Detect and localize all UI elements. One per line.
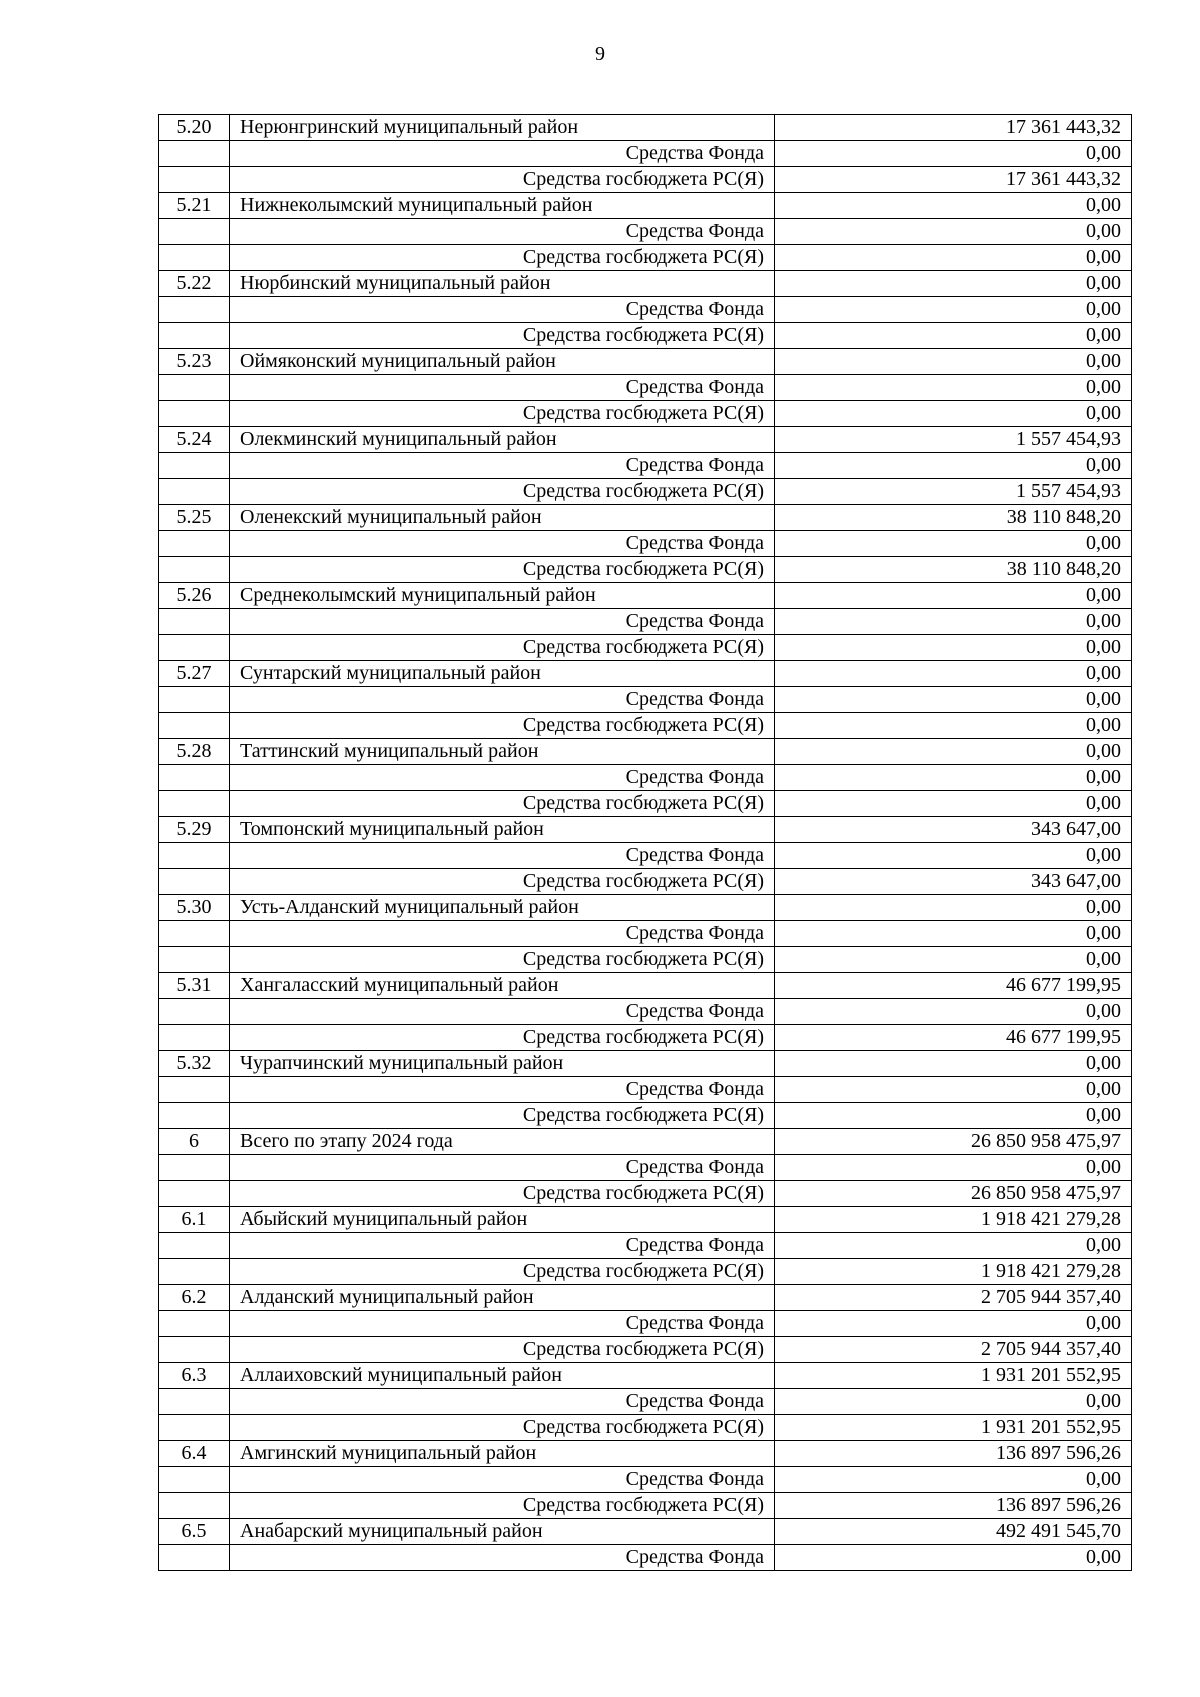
funding-source-label: Средства госбюджета РС(Я) [230, 323, 775, 349]
row-number [159, 713, 230, 739]
amount-value: 0,00 [775, 245, 1132, 271]
table-row-funding-source [159, 1493, 1132, 1519]
row-number: 6.5 [159, 1519, 230, 1545]
funding-source-label: Средства Фонда [230, 1389, 775, 1415]
row-number [159, 921, 230, 947]
funding-source-label: Средства госбюджета РС(Я) [230, 947, 775, 973]
funding-source-label: Средства госбюджета РС(Я) [230, 1025, 775, 1051]
table-row-funding-source [159, 1389, 1132, 1415]
table-row-funding-source [159, 401, 1132, 427]
district-name: Оленекский муниципальный район [230, 505, 775, 531]
table-row-funding-source [159, 531, 1132, 557]
table-row-district [159, 271, 1132, 297]
funding-source-label: Средства Фонда [230, 531, 775, 557]
amount-value: 0,00 [775, 765, 1132, 791]
amount-value: 0,00 [775, 1155, 1132, 1181]
table-row-funding-source [159, 1545, 1132, 1571]
table-row-funding-source [159, 765, 1132, 791]
district-name: Абыйский муниципальный район [230, 1207, 775, 1233]
table-row-funding-source [159, 1025, 1132, 1051]
amount-value: 0,00 [775, 739, 1132, 765]
row-number [159, 1025, 230, 1051]
table-row-funding-source [159, 921, 1132, 947]
amount-value: 38 110 848,20 [775, 505, 1132, 531]
row-number [159, 1467, 230, 1493]
table-row-funding-source [159, 609, 1132, 635]
funding-source-label: Средства госбюджета РС(Я) [230, 713, 775, 739]
funding-source-label: Средства Фонда [230, 219, 775, 245]
row-number: 5.28 [159, 739, 230, 765]
row-number [159, 1493, 230, 1519]
amount-value: 0,00 [775, 1077, 1132, 1103]
amount-value: 0,00 [775, 141, 1132, 167]
row-number: 6 [159, 1129, 230, 1155]
table-row-funding-source [159, 999, 1132, 1025]
row-number [159, 1259, 230, 1285]
amount-value: 38 110 848,20 [775, 557, 1132, 583]
row-number [159, 1311, 230, 1337]
row-number [159, 947, 230, 973]
amount-value: 1 931 201 552,95 [775, 1363, 1132, 1389]
table-row-district [159, 1441, 1132, 1467]
table-row-district [159, 817, 1132, 843]
funding-source-label: Средства Фонда [230, 765, 775, 791]
amount-value: 492 491 545,70 [775, 1519, 1132, 1545]
funding-source-label: Средства Фонда [230, 1155, 775, 1181]
funding-source-label: Средства Фонда [230, 297, 775, 323]
funding-source-label: Средства Фонда [230, 1311, 775, 1337]
table-row-funding-source [159, 1103, 1132, 1129]
funding-source-label: Средства госбюджета РС(Я) [230, 1493, 775, 1519]
funding-source-label: Средства госбюджета РС(Я) [230, 635, 775, 661]
amount-value: 0,00 [775, 1051, 1132, 1077]
funding-source-label: Средства Фонда [230, 1545, 775, 1571]
amount-value: 0,00 [775, 349, 1132, 375]
funding-source-label: Средства Фонда [230, 1467, 775, 1493]
row-number: 5.29 [159, 817, 230, 843]
table-row-funding-source [159, 167, 1132, 193]
row-number: 5.20 [159, 115, 230, 141]
amount-value: 46 677 199,95 [775, 1025, 1132, 1051]
row-number [159, 1181, 230, 1207]
district-name: Усть-Алданский муниципальный район [230, 895, 775, 921]
table-row-funding-source [159, 1415, 1132, 1441]
table-row-funding-source [159, 1077, 1132, 1103]
funding-source-label: Средства госбюджета РС(Я) [230, 1181, 775, 1207]
district-name: Анабарский муниципальный район [230, 1519, 775, 1545]
row-number: 5.26 [159, 583, 230, 609]
row-number: 5.24 [159, 427, 230, 453]
funding-source-label: Средства Фонда [230, 687, 775, 713]
amount-value: 2 705 944 357,40 [775, 1337, 1132, 1363]
row-number: 6.3 [159, 1363, 230, 1389]
amount-value: 26 850 958 475,97 [775, 1181, 1132, 1207]
amount-value: 0,00 [775, 297, 1132, 323]
table-row-funding-source [159, 1181, 1132, 1207]
amount-value: 26 850 958 475,97 [775, 1129, 1132, 1155]
amount-value: 0,00 [775, 375, 1132, 401]
row-number [159, 843, 230, 869]
funding-source-label: Средства Фонда [230, 843, 775, 869]
table-row-funding-source [159, 453, 1132, 479]
table-row-district [159, 427, 1132, 453]
row-number [159, 245, 230, 271]
row-number [159, 531, 230, 557]
district-name: Томпонский муниципальный район [230, 817, 775, 843]
row-number [159, 219, 230, 245]
table-row-district [159, 583, 1132, 609]
table-row-funding-source [159, 375, 1132, 401]
row-number [159, 609, 230, 635]
row-number [159, 1077, 230, 1103]
amount-value: 2 705 944 357,40 [775, 1285, 1132, 1311]
row-number [159, 1155, 230, 1181]
table-row-funding-source [159, 557, 1132, 583]
amount-value: 136 897 596,26 [775, 1441, 1132, 1467]
table-row-funding-source [159, 713, 1132, 739]
row-number [159, 375, 230, 401]
row-number: 6.2 [159, 1285, 230, 1311]
row-number [159, 297, 230, 323]
amount-value: 0,00 [775, 219, 1132, 245]
row-number [159, 765, 230, 791]
district-name: Аллаиховский муниципальный район [230, 1363, 775, 1389]
district-name: Нижнеколымский муниципальный район [230, 193, 775, 219]
row-number [159, 1103, 230, 1129]
table-row-funding-source [159, 245, 1132, 271]
amount-value: 17 361 443,32 [775, 167, 1132, 193]
district-name: Нюрбинский муниципальный район [230, 271, 775, 297]
amount-value: 0,00 [775, 895, 1132, 921]
funding-source-label: Средства госбюджета РС(Я) [230, 869, 775, 895]
table-row-funding-source [159, 141, 1132, 167]
district-name: Хангаласский муниципальный район [230, 973, 775, 999]
district-name: Чурапчинский муниципальный район [230, 1051, 775, 1077]
table-row-district [159, 1129, 1132, 1155]
district-name: Олекминский муниципальный район [230, 427, 775, 453]
row-number [159, 635, 230, 661]
row-number [159, 167, 230, 193]
amount-value: 46 677 199,95 [775, 973, 1132, 999]
district-name: Таттинский муниципальный район [230, 739, 775, 765]
amount-value: 0,00 [775, 583, 1132, 609]
row-number [159, 687, 230, 713]
amount-value: 0,00 [775, 401, 1132, 427]
budget-table [158, 114, 1132, 1571]
amount-value: 0,00 [775, 609, 1132, 635]
table-row-funding-source [159, 1311, 1132, 1337]
amount-value: 0,00 [775, 453, 1132, 479]
amount-value: 0,00 [775, 1545, 1132, 1571]
row-number [159, 999, 230, 1025]
table-row-funding-source [159, 1467, 1132, 1493]
row-number [159, 1233, 230, 1259]
funding-source-label: Средства госбюджета РС(Я) [230, 245, 775, 271]
table-row-funding-source [159, 1259, 1132, 1285]
amount-value: 0,00 [775, 921, 1132, 947]
funding-source-label: Средства госбюджета РС(Я) [230, 167, 775, 193]
table-row-funding-source [159, 1155, 1132, 1181]
row-number [159, 1389, 230, 1415]
amount-value: 0,00 [775, 843, 1132, 869]
amount-value: 1 557 454,93 [775, 427, 1132, 453]
budget-table-body [159, 115, 1132, 1571]
amount-value: 0,00 [775, 661, 1132, 687]
table-row-funding-source [159, 687, 1132, 713]
table-row-funding-source [159, 1337, 1132, 1363]
funding-source-label: Средства госбюджета РС(Я) [230, 401, 775, 427]
table-row-funding-source [159, 479, 1132, 505]
table-row-funding-source [159, 219, 1132, 245]
funding-source-label: Средства Фонда [230, 999, 775, 1025]
page-number: 9 [595, 43, 605, 65]
table-row-funding-source [159, 635, 1132, 661]
table-row-funding-source [159, 323, 1132, 349]
funding-source-label: Средства Фонда [230, 1233, 775, 1259]
row-number: 5.32 [159, 1051, 230, 1077]
funding-source-label: Средства Фонда [230, 609, 775, 635]
district-name: Среднеколымский муниципальный район [230, 583, 775, 609]
amount-value: 0,00 [775, 1311, 1132, 1337]
row-number: 5.21 [159, 193, 230, 219]
amount-value: 0,00 [775, 791, 1132, 817]
funding-source-label: Средства госбюджета РС(Я) [230, 1415, 775, 1441]
amount-value: 1 557 454,93 [775, 479, 1132, 505]
row-number [159, 401, 230, 427]
row-number [159, 1545, 230, 1571]
amount-value: 0,00 [775, 531, 1132, 557]
row-number: 6.4 [159, 1441, 230, 1467]
table-row-district [159, 193, 1132, 219]
amount-value: 1 931 201 552,95 [775, 1415, 1132, 1441]
district-name: Амгинский муниципальный район [230, 1441, 775, 1467]
row-number [159, 791, 230, 817]
table-row-funding-source [159, 297, 1132, 323]
table-row-district [159, 505, 1132, 531]
row-number: 5.25 [159, 505, 230, 531]
table-row-district [159, 739, 1132, 765]
amount-value: 1 918 421 279,28 [775, 1207, 1132, 1233]
table-row-district [159, 349, 1132, 375]
table-row-district [159, 1363, 1132, 1389]
table-row-district [159, 973, 1132, 999]
district-name: Всего по этапу 2024 года [230, 1129, 775, 1155]
row-number [159, 869, 230, 895]
row-number [159, 323, 230, 349]
table-row-district [159, 115, 1132, 141]
amount-value: 0,00 [775, 193, 1132, 219]
row-number [159, 479, 230, 505]
funding-source-label: Средства Фонда [230, 141, 775, 167]
district-name: Нерюнгринский муниципальный район [230, 115, 775, 141]
amount-value: 0,00 [775, 635, 1132, 661]
row-number: 5.22 [159, 271, 230, 297]
row-number [159, 141, 230, 167]
amount-value: 17 361 443,32 [775, 115, 1132, 141]
table-row-funding-source [159, 947, 1132, 973]
funding-source-label: Средства Фонда [230, 453, 775, 479]
table-row-district [159, 1285, 1132, 1311]
table-row-district [159, 1051, 1132, 1077]
row-number [159, 1415, 230, 1441]
amount-value: 0,00 [775, 1233, 1132, 1259]
amount-value: 0,00 [775, 947, 1132, 973]
row-number: 5.30 [159, 895, 230, 921]
row-number: 5.31 [159, 973, 230, 999]
amount-value: 0,00 [775, 1103, 1132, 1129]
table-row-funding-source [159, 791, 1132, 817]
funding-source-label: Средства Фонда [230, 1077, 775, 1103]
funding-source-label: Средства госбюджета РС(Я) [230, 1103, 775, 1129]
amount-value: 1 918 421 279,28 [775, 1259, 1132, 1285]
funding-source-label: Средства госбюджета РС(Я) [230, 1337, 775, 1363]
amount-value: 0,00 [775, 999, 1132, 1025]
amount-value: 0,00 [775, 713, 1132, 739]
district-name: Оймяконский муниципальный район [230, 349, 775, 375]
amount-value: 0,00 [775, 1389, 1132, 1415]
funding-source-label: Средства госбюджета РС(Я) [230, 1259, 775, 1285]
row-number [159, 453, 230, 479]
row-number: 5.23 [159, 349, 230, 375]
district-name: Сунтарский муниципальный район [230, 661, 775, 687]
row-number: 5.27 [159, 661, 230, 687]
funding-source-label: Средства Фонда [230, 921, 775, 947]
row-number: 6.1 [159, 1207, 230, 1233]
amount-value: 343 647,00 [775, 817, 1132, 843]
amount-value: 0,00 [775, 1467, 1132, 1493]
table-row-district [159, 661, 1132, 687]
district-name: Алданский муниципальный район [230, 1285, 775, 1311]
table-row-district [159, 1519, 1132, 1545]
funding-source-label: Средства госбюджета РС(Я) [230, 479, 775, 505]
amount-value: 343 647,00 [775, 869, 1132, 895]
table-row-district [159, 1207, 1132, 1233]
table-row-funding-source [159, 843, 1132, 869]
table-row-funding-source [159, 869, 1132, 895]
funding-source-label: Средства госбюджета РС(Я) [230, 791, 775, 817]
row-number [159, 557, 230, 583]
amount-value: 0,00 [775, 323, 1132, 349]
amount-value: 0,00 [775, 687, 1132, 713]
amount-value: 136 897 596,26 [775, 1493, 1132, 1519]
row-number [159, 1337, 230, 1363]
table-row-funding-source [159, 1233, 1132, 1259]
amount-value: 0,00 [775, 271, 1132, 297]
table-row-district [159, 895, 1132, 921]
funding-source-label: Средства Фонда [230, 375, 775, 401]
funding-source-label: Средства госбюджета РС(Я) [230, 557, 775, 583]
